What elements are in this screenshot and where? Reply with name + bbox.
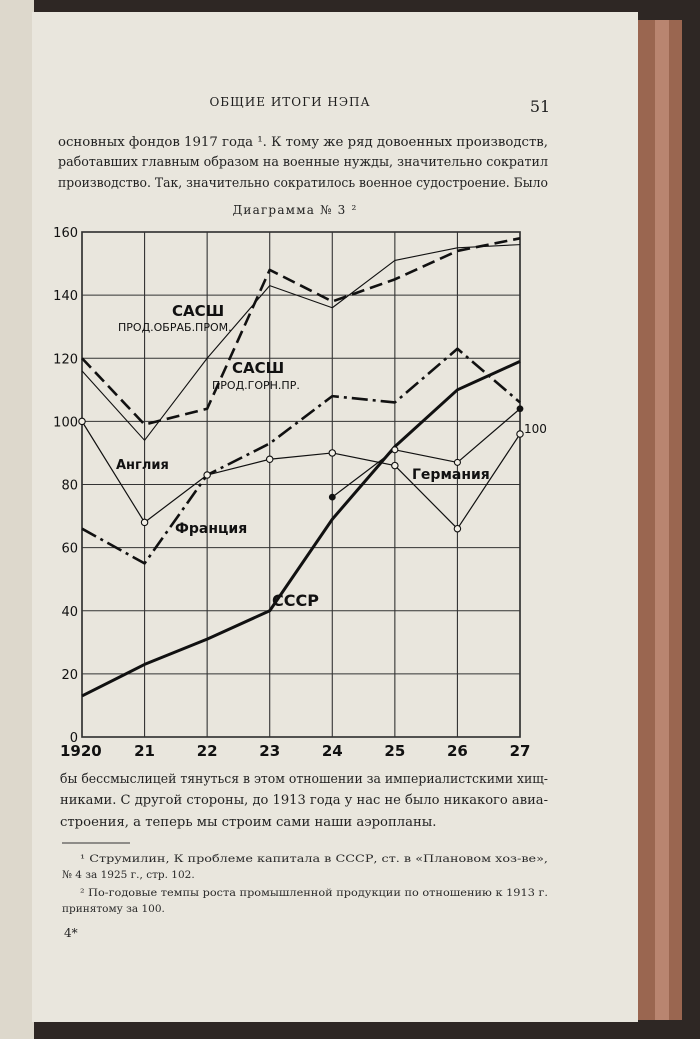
series-label: СССР xyxy=(272,591,319,610)
data-point xyxy=(392,462,398,468)
data-point xyxy=(517,405,524,412)
y-tick-label: 120 xyxy=(53,352,78,368)
y-tick-label: 60 xyxy=(61,541,78,557)
running-header: ОБЩИЕ ИТОГИ НЭПА xyxy=(209,95,371,109)
paragraph-line: строения, а теперь мы строим сами наши аэропланы. xyxy=(60,815,437,830)
x-tick-label: 1920 xyxy=(60,742,102,760)
data-point xyxy=(517,431,523,437)
data-point xyxy=(204,472,210,478)
footnote-line: ² По-годовые темпы роста промышленной продукции по отношению к 1913 г. xyxy=(80,887,548,899)
series-label: САСШ xyxy=(232,359,285,377)
series-label: Франция xyxy=(175,521,248,537)
y-tick-label: 20 xyxy=(61,667,78,683)
diagram-title: Диаграмма № 3 ² xyxy=(232,203,358,217)
x-tick-label: 23 xyxy=(259,742,281,760)
y-tick-label: 160 xyxy=(53,226,78,241)
paragraph-line: никами. С другой стороны, до 1913 года у нас не было никакого авиа- xyxy=(60,793,548,808)
paragraph-line: работавших главным образом на военные нужды, значительно сократил xyxy=(58,155,548,170)
data-point xyxy=(141,519,147,525)
x-tick-label: 25 xyxy=(384,742,406,760)
data-point xyxy=(79,418,85,424)
book-edge-highlight xyxy=(655,20,669,1020)
data-point xyxy=(454,459,460,465)
x-tick-label: 24 xyxy=(321,742,343,760)
x-tick-label: 26 xyxy=(446,742,468,760)
footnote-line: принятому за 100. xyxy=(62,903,165,915)
y-tick-label: 40 xyxy=(61,604,78,620)
series-label: Германия xyxy=(412,467,490,483)
series-label-sub: ПРОД.ГОРН.ПР. xyxy=(212,379,300,392)
series-label: Англия xyxy=(116,458,169,473)
data-point xyxy=(329,450,335,456)
footnote-line: № 4 за 1925 г., стр. 102. xyxy=(62,869,195,881)
x-tick-label: 22 xyxy=(196,742,218,760)
annotation-label: 100 xyxy=(524,421,547,436)
x-tick-label: 27 xyxy=(509,742,531,760)
data-point xyxy=(267,456,273,462)
paragraph-line: основных фондов 1917 года ¹. К тому же ряд довоенных производств, xyxy=(58,135,548,150)
paragraph-line: бы бессмыслицей тянуться в этом отношении за империалистскими хищ- xyxy=(60,772,548,787)
y-tick-label: 140 xyxy=(53,289,78,305)
data-point xyxy=(329,494,336,501)
y-tick-label: 80 xyxy=(61,478,78,494)
series-label: САСШ xyxy=(172,302,225,320)
data-point xyxy=(392,447,398,453)
left-page-edge xyxy=(0,0,34,1039)
x-tick-label: 21 xyxy=(134,742,156,760)
page-number: 51 xyxy=(529,97,551,116)
paragraph-top xyxy=(58,135,548,191)
data-point xyxy=(454,525,460,531)
footnote-line: ¹ Струмилин, К проблеме капитала в СССР, ст. в «Плановом хоз-ве», xyxy=(80,853,548,865)
y-tick-label: 100 xyxy=(53,415,78,431)
paragraph-line: производство. Так, значительно сократилось военное судостроение. Было xyxy=(58,176,549,191)
series-label-sub: ПРОД.ОБРАБ.ПРОМ. xyxy=(118,321,232,334)
signature-mark: 4* xyxy=(64,926,78,940)
y-tick-label: 0 xyxy=(69,731,78,746)
